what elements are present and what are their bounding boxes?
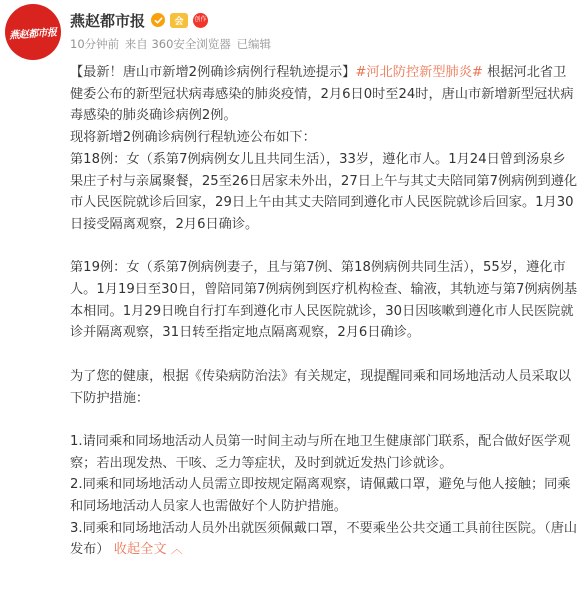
member-badge-icon[interactable]: 会 xyxy=(170,13,188,28)
post-time[interactable]: 10分钟前 xyxy=(70,37,120,51)
paragraph-intro2: 现将新增2例确诊病例行程轨迹公布如下： xyxy=(70,130,316,146)
author-row xyxy=(70,9,208,31)
paragraph-advice2: 2.同乘和同场地活动人员需立即按规定隔离观察，请佩戴口罩，避免与他人接触；同乘和同场地活动人员家人也需做好个人防护措施。 xyxy=(70,477,571,515)
paragraph-case19: 第19例：女（系第7例病例妻子，且与第7例、第18例病例共同生活），55岁，遵化市人。1月19日至30日，曾陪同第7例病例到医疗机构检查、输液，其轨迹与第7例病例基本相同。1月29日晚自行打车到遵化市人民医院就诊，30日因咳嗽到遵化市人民医院就诊并隔离观察，31日转至指定地点隔离观察，2月6日确诊。 xyxy=(70,260,578,341)
post-content xyxy=(70,62,578,561)
post-source: 来自 360安全浏览器 xyxy=(124,37,231,51)
post-meta xyxy=(70,36,273,52)
collapse-label: 收起全文 xyxy=(113,542,167,558)
author-name[interactable]: 燕赵都市报 xyxy=(70,11,146,30)
verified-icon xyxy=(151,13,165,27)
paragraph-advice1: 1.请同乘和同场地活动人员第一时间主动与所在地卫生健康部门联系，配合做好医学观察；若出现发热、干咳、乏力等症状，及时到就近发热门诊就诊。 xyxy=(70,433,571,471)
avatar-logo-text: 燕赵都市报 xyxy=(9,26,58,42)
paragraph-intro xyxy=(70,62,578,127)
headline: 【最新！唐山市新增2例确诊病例行程轨迹提示】 xyxy=(70,65,356,80)
creator-badge-icon[interactable]: 创作 xyxy=(193,13,208,28)
paragraph-advice3 xyxy=(70,518,578,561)
avatar[interactable] xyxy=(5,4,61,60)
chevron-up-icon: ︿ xyxy=(170,542,183,557)
collapse-button[interactable] xyxy=(114,542,183,557)
edited-label[interactable]: 已编辑 xyxy=(236,37,272,51)
advice3-text: 3.同乘和同场地活动人员外出就医须佩戴口罩，不要乘坐公共交通工具前往医院。（唐山发布） xyxy=(70,520,578,558)
intro-text: 根据河北省卫健委公布的新型冠状病毒感染的肺炎疫情，2月6日0时至24时，唐山市新增新型冠状病毒感染的肺炎确诊病例2例。 xyxy=(70,65,574,124)
hashtag-link[interactable]: #河北防控新型肺炎# xyxy=(355,65,483,80)
paragraph-case18: 第18例：女（系第7例病例女儿且共同生活），33岁，遵化市人。1月24日曾到汤泉乡果庄子村与亲属聚餐，25至26日居家未外出，27日上午与其丈夫陪同第7例病例到遵化市人民医院就诊后回家，29日上午由其丈夫陪同到遵化市人民医院就诊后回家。1月30日接受隔离观察，2月6日确诊。 xyxy=(70,151,578,232)
paragraph-advice-intro: 为了您的健康，根据《传染病防治法》有关规定，现提醒同乘和同场地活动人员采取以下防护措施： xyxy=(70,368,572,406)
